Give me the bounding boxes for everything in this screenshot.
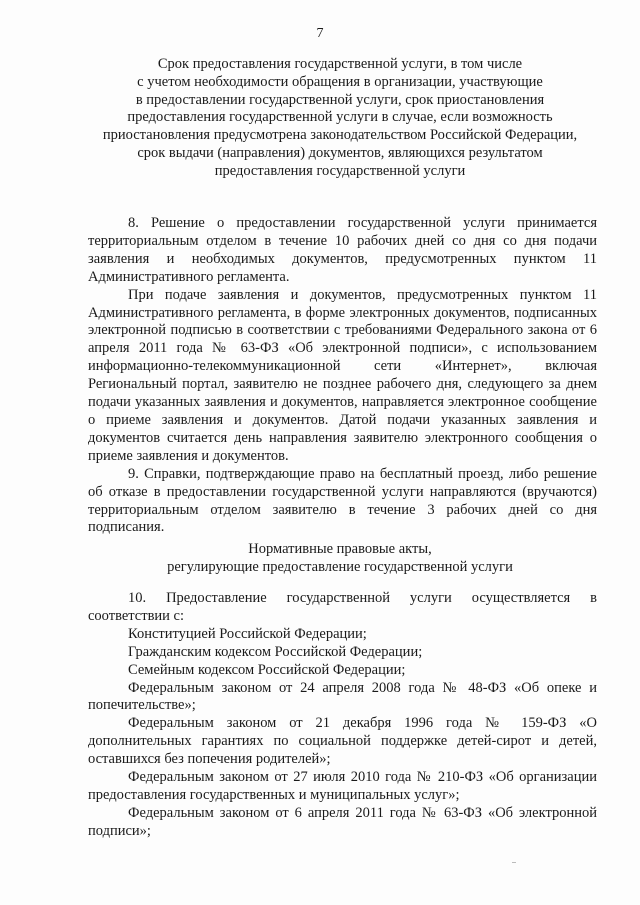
heading-line: Нормативные правовые акты, (248, 541, 432, 557)
paragraph-8: 8. Решение о предоставлении государственной услуги принимается территориальным отделом в течение 10 рабочих дней со дня со дня подачи заявления и необходимых документов, предусмотренных пунктом 11 Административного регламента. (88, 215, 597, 285)
heading-line: предоставления государственной услуги в случае, если возможность (127, 109, 553, 126)
legal-act-item: Федеральным законом от 24 апреля 2008 года № 48-ФЗ «Об опеке и попечительстве»; (88, 679, 597, 714)
legal-act-item: Конституцией Российской Федерации; (128, 625, 367, 642)
legal-act-item: Федеральным законом от 6 апреля 2011 года № 63-ФЗ «Об электронной подписи»; (88, 804, 597, 839)
section-body-service-terms (88, 215, 597, 537)
heading-line: предоставления государственной услуги (214, 162, 466, 179)
legal-act-item: Федеральным законом от 21 декабря 1996 года № 159-ФЗ «О дополнительных гарантиях по социальной поддержке детей-сирот и детей, оставшихся без попечения родителей»; (88, 715, 597, 768)
page-number: 7 (316, 26, 324, 41)
legal-act-item: Семейным кодексом Российской Федерации; (128, 661, 406, 678)
paragraph-electronic-submission: При подаче заявления и документов, предусмотренных пунктом 11 Административного регламента, в форме электронных документов, подписанных электронной подписью в соответствии с требованиями Федерального закона от 6 апреля 2011 года № 63-ФЗ «Об электронной подписи», с использованием информационно-телекоммуникационной сети «Интернет», включая Региональный портал, заявителю не позднее рабочего дня, следующего за днем подачи указанных заявления и документов, направляется электронное сообщение о приеме заявления и документов. Датой подачи указанных заявления и документов считается день направления заявителю электронного сообщения о приеме заявления и документов. (88, 286, 597, 464)
heading-line: приостановления предусмотрена законодательством Российской Федерации, (102, 127, 578, 144)
heading-line: Срок предоставления государственной услуги, в том числе (157, 56, 523, 72)
section-body-legal-acts (88, 590, 597, 841)
heading-line: регулирующие предоставление государственной услуги (167, 558, 513, 575)
legal-act-item: Федеральным законом от 27 июля 2010 года № 210-ФЗ «Об организации предоставления государственных и муниципальных услуг»; (88, 769, 597, 803)
scan-artifact (512, 862, 516, 863)
paragraph-9: 9. Справки, подтверждающие право на бесплатный проезд, либо решение об отказе в предоставлении государственной услуги направляются (вручаются) территориальным отделом заявителю в течение 3 рабочих дней со дня подписания. (88, 465, 597, 536)
legal-act-item: Гражданским кодексом Российской Федерации; (128, 643, 423, 660)
section-heading-service-terms (80, 56, 600, 181)
heading-line: в предоставлении государственной услуги, срок приостановления (135, 91, 545, 108)
paragraph-10: 10. Предоставление государственной услуги осуществляется в соответствии с: (88, 590, 597, 624)
heading-line: срок выдачи (направления) документов, являющихся результатом (137, 144, 543, 161)
heading-line: с учетом необходимости обращения в организации, участвующие (137, 73, 543, 90)
section-heading-legal-acts (80, 541, 600, 577)
